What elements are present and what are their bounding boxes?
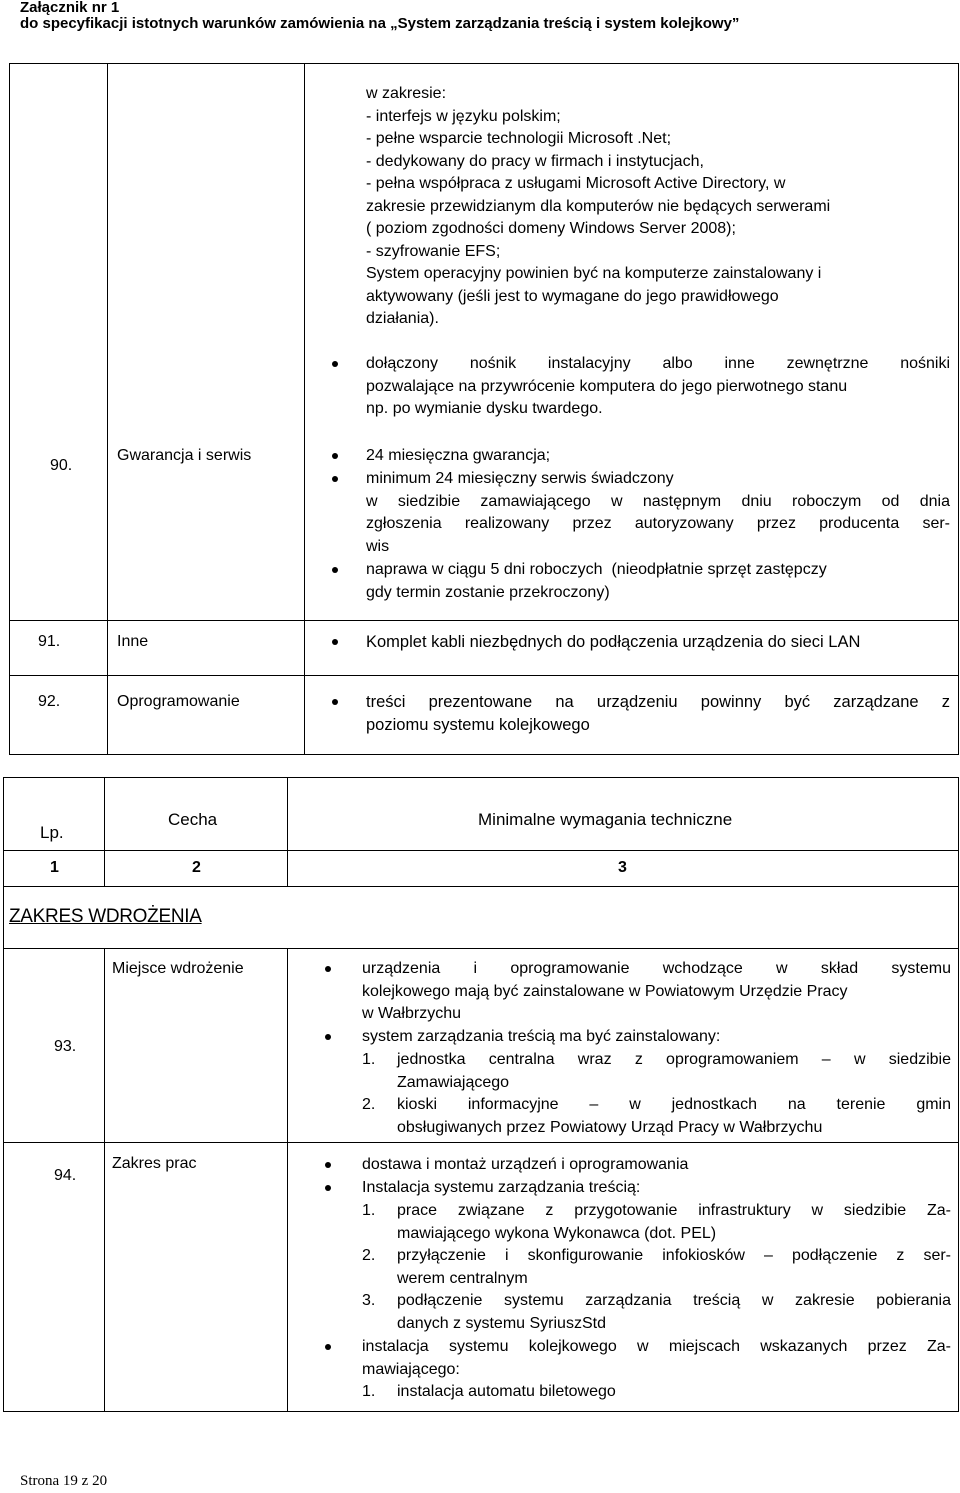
row-93-number: 93. [54, 1038, 77, 1055]
annex-subtitle: do specyfikacji istotnych warunków zamówienia na „System zarządzania treścią i system kolejkowy” [20, 15, 740, 32]
row-94-item-1-num: 1. [362, 1202, 376, 1219]
text-line: podłączenie systemu zarządzania treścią w zakresie pobierania [397, 1292, 951, 1309]
bullet-icon [325, 1344, 331, 1350]
row-94-item-1 [397, 1200, 951, 1245]
row-94-item-3-num: 3. [362, 1292, 376, 1309]
column-number-3: 3 [618, 859, 627, 876]
bullet-icon [332, 476, 338, 482]
text-line: obsługiwanych przez Powiatowy Urząd Pracy w Wałbrzychu [397, 1118, 823, 1136]
text-line: - dedykowany do pracy w firmach i instytucjach, [366, 152, 704, 170]
row-92-feature: Oprogramowanie [117, 693, 240, 710]
text-line: minimum 24 miesięczny serwis świadczony [366, 470, 674, 487]
row-93-item-1 [397, 1049, 951, 1094]
bullet-icon [325, 966, 331, 972]
text-line: instalacja systemu kolejkowego w miejscach wskazanych przez Za- [362, 1338, 951, 1355]
text-line: jednostka centralna wraz z oprogramowaniem – w siedzibie [397, 1051, 951, 1068]
table-2-section-divider [3, 948, 959, 949]
column-header-requirements: Minimalne wymagania techniczne [478, 810, 733, 829]
text-line: kolejkowego mają być zainstalowane w Powiatowym Urzędzie Pracy [362, 982, 848, 1000]
row-94-item-2 [397, 1245, 951, 1290]
text-line: werem centralnym [397, 1269, 528, 1287]
table-2-col-divider-2 [287, 777, 288, 887]
column-header-lp: Lp. [40, 823, 64, 842]
table-2-row-divider-94 [3, 1142, 959, 1143]
table-2-col-divider-2b [287, 948, 288, 1412]
text-line: danych z systemu SyriuszStd [397, 1314, 606, 1332]
bullet-icon [325, 1162, 331, 1168]
table-2-head-divider [3, 850, 959, 851]
row-91-cables: Komplet kabli niezbędnych do podłączenia urządzenia do sieci LAN [366, 633, 861, 651]
text-line: gdy termin zostanie przekroczony) [366, 583, 610, 601]
row-91-number: 91. [38, 633, 61, 650]
text-line: zakresie przewidzianym dla komputerów nie będących serwerami [366, 197, 831, 215]
row-93-cms: system zarządzania treścią ma być zainstalowany: [362, 1028, 721, 1045]
text-line: poziomu systemu kolejkowego [366, 715, 590, 734]
row-90-number: 90. [50, 457, 73, 474]
text-line: - pełne wsparcie technologii Microsoft .Net; [366, 130, 672, 147]
row-93-item-1-num: 1. [362, 1051, 376, 1068]
row-94-item-3 [397, 1290, 951, 1335]
row-94-last-item-num: 1. [362, 1383, 376, 1400]
table-2-col-divider-1b [104, 948, 105, 1412]
column-header-feature: Cecha [168, 810, 218, 829]
text-line: dołączony nośnik instalacyjny albo inne zewnętrzne nośniki [366, 355, 950, 372]
text-line: System operacyjny powinien być na komputerze zainstalowany i [366, 265, 822, 282]
bullet-icon [332, 567, 338, 573]
bullet-icon [332, 699, 338, 705]
row-91-feature: Inne [117, 633, 149, 650]
text-line: pozwalające na przywrócenie komputera do jego pierwotnego stanu [366, 377, 848, 395]
text-line: mawiającego wykona Wykonawca (dot. PEL) [397, 1224, 717, 1242]
row-94-delivery: dostawa i montaż urządzeń i oprogramowania [362, 1156, 689, 1173]
text-line: naprawa w ciągu 5 dni roboczych (nieodpłatnie sprzęt zastępczy [366, 561, 827, 578]
annex-title: Załącznik nr 1 [20, 0, 120, 16]
text-line: zgłoszenia realizowany przez autoryzowany przez producenta ser- [366, 515, 950, 532]
text-line: w zakresie: [366, 85, 447, 102]
bullet-icon [325, 1185, 331, 1191]
row-92-number: 92. [38, 693, 61, 710]
table-2-nums-divider [3, 886, 959, 887]
table-1-col-divider-1 [107, 63, 108, 755]
table-1-row-divider-92 [9, 675, 959, 676]
text-line: Zamawiającego [397, 1073, 510, 1091]
text-line: mawiającego: [362, 1360, 460, 1378]
table-1-row-divider-91 [9, 620, 959, 621]
text-line: - interfejs w języku polskim; [366, 107, 561, 125]
section-title: ZAKRES WDROŻENIA [9, 906, 202, 927]
text-line: - pełna współpraca z usługami Microsoft Active Directory, w [366, 175, 786, 192]
page-number: Strona 19 z 20 [20, 1473, 108, 1489]
bullet-icon [332, 639, 338, 645]
bullet-text-install-media [366, 353, 950, 421]
row-94-cms-install: Instalacja systemu zarządzania treścią: [362, 1179, 641, 1196]
row-90-service [366, 468, 950, 558]
row-93-feature: Miejsce wdrożenie [112, 960, 244, 977]
bullet-icon [332, 361, 338, 367]
text-line: ( poziom zgodności domeny Windows Server 2008); [366, 220, 736, 237]
text-line: prace związane z przygotowanie infrastruktury w siedzibie Za- [397, 1202, 951, 1219]
text-line: np. po wymianie dysku twardego. [366, 400, 603, 417]
bullet-icon [332, 453, 338, 459]
row-93-devices [362, 958, 951, 1026]
text-line: kioski informacyjne – w jednostkach na terenie gmin [397, 1096, 951, 1113]
column-number-2: 2 [192, 859, 201, 876]
row-90-repair [366, 559, 950, 604]
text-line: przyłączenie i skonfigurowanie infokiosków – podłączenie z ser- [397, 1247, 951, 1264]
row-93-item-2 [397, 1094, 951, 1139]
row-94-last-item: instalacja automatu biletowego [397, 1383, 616, 1400]
row-94-number: 94. [54, 1167, 77, 1184]
text-line: aktywowany (jeśli jest to wymagane do jego prawidłowego [366, 287, 779, 305]
table-2-col-divider-1 [104, 777, 105, 887]
bullet-icon [325, 1034, 331, 1040]
row-94-queue-install [362, 1336, 951, 1381]
row-92-software [366, 691, 950, 736]
text-line: w Wałbrzychu [362, 1005, 461, 1022]
table-1-col-divider-2 [304, 63, 305, 755]
text-line: urządzenia i oprogramowanie wchodzące w skład systemu [362, 960, 951, 977]
text-line: wis [366, 537, 390, 555]
requirements-text-block [366, 83, 936, 331]
text-line: działania). [366, 310, 439, 327]
text-line: w siedzibie zamawiającego w następnym dniu roboczym od dnia [366, 492, 950, 510]
row-93-item-2-num: 2. [362, 1096, 376, 1113]
row-90-warranty: 24 miesięczna gwarancja; [366, 447, 551, 464]
column-number-1: 1 [50, 859, 59, 876]
row-90-feature: Gwarancja i serwis [117, 447, 252, 464]
row-94-item-2-num: 2. [362, 1247, 376, 1264]
row-94-feature: Zakres prac [112, 1155, 197, 1172]
text-line: - szyfrowanie EFS; [366, 242, 501, 260]
text-line: treści prezentowane na urządzeniu powinny być zarządzane z [366, 693, 950, 711]
